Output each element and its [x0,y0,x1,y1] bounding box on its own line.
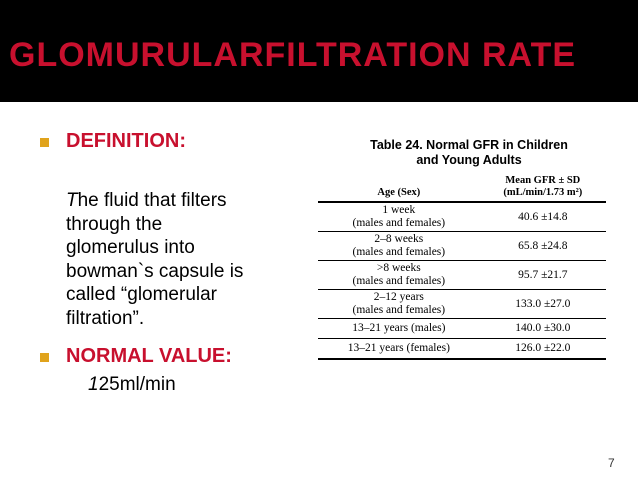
table-row [318,290,606,319]
definition-line: filtration”. [66,307,145,329]
normal-value-heading: NORMAL VALUE: [66,345,232,367]
age-cell: 1 week (males and females) [318,202,480,232]
title-bar [0,0,638,102]
age-cell: 13–21 years (males) [318,319,480,339]
column-header-age: Age (Sex) [318,174,480,202]
table-caption: Table 24. Normal GFR in Children and Young Adults [370,138,568,167]
slide-number: 7 [608,456,615,470]
drop-letter: T [66,190,78,211]
gfr-table [318,174,606,360]
gfr-cell: 95.7 ±21.7 [480,261,606,290]
slide-title: GLOMURULARFILTRATION RATE [9,36,577,74]
definition-line: bowman`s capsule is [66,260,244,282]
column-header-gfr: Mean GFR ± SD (mL/min/1.73 m²) [480,174,606,202]
table-row [318,261,606,290]
gfr-cell: 140.0 ±30.0 [480,319,606,339]
table-row [318,202,606,232]
table-row [318,319,606,339]
gfr-cell: 133.0 ±27.0 [480,290,606,319]
definition-line: called “glomerular [66,284,218,305]
age-cell: 13–21 years (females) [318,339,480,360]
gfr-table-figure [318,138,606,360]
normal-value-text: 125ml/min [88,374,176,395]
age-cell: >8 weeks (males and females) [318,261,480,290]
age-cell: 2–8 weeks (males and females) [318,232,480,261]
bullet-square-icon [40,138,49,147]
age-cell: 2–12 years (males and females) [318,290,480,319]
gfr-cell: 40.6 ±14.8 [480,202,606,232]
definition-line: through the [66,213,163,235]
table-row [318,339,606,360]
gfr-cell: 126.0 ±22.0 [480,339,606,360]
definition-heading: DEFINITION: [66,130,186,152]
bullet-square-icon [40,353,49,362]
definition-text [66,189,336,330]
definition-line: glomerulus into [66,237,195,258]
gfr-cell: 65.8 ±24.8 [480,232,606,261]
drop-letter: 1 [88,374,99,395]
definition-line: The fluid that filters [66,190,227,211]
table-row [318,232,606,261]
